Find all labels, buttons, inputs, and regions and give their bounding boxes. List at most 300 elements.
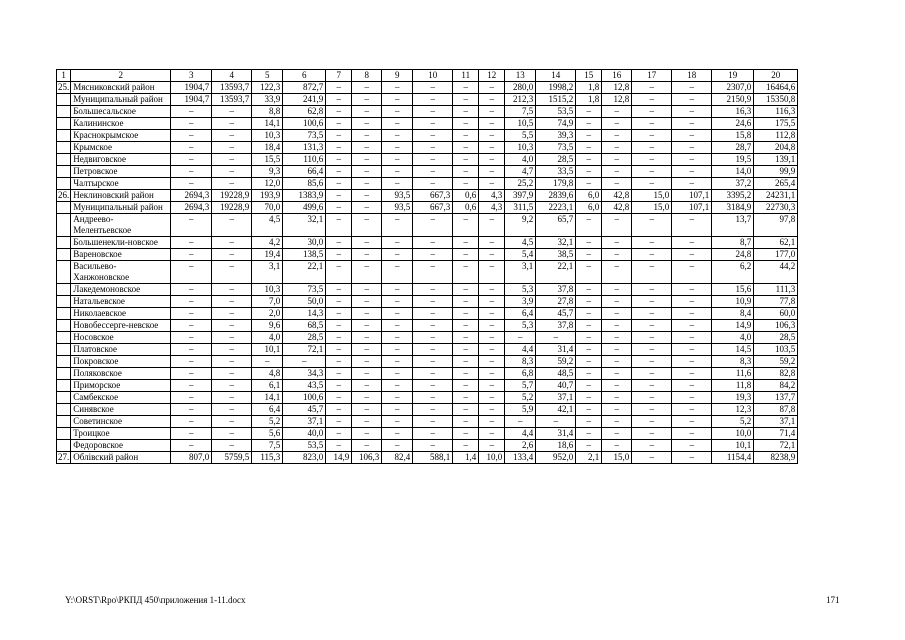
value-cell: –	[453, 392, 479, 404]
value-cell: –	[352, 142, 382, 154]
value-cell: –	[536, 332, 576, 344]
value-cell: –	[352, 106, 382, 118]
column-number-header: 6	[283, 70, 326, 82]
value-cell: 15,8	[712, 130, 754, 142]
value-cell: 84,2	[754, 380, 798, 392]
value-cell: 16,3	[712, 106, 754, 118]
value-cell: –	[602, 118, 632, 130]
territory-name-cell: Федоровское	[71, 440, 171, 452]
value-cell: –	[413, 94, 453, 106]
value-cell: –	[479, 82, 505, 94]
value-cell: 72,1	[283, 344, 326, 356]
value-cell: –	[212, 296, 252, 308]
value-cell: –	[326, 392, 352, 404]
value-cell: –	[326, 166, 352, 178]
value-cell: 5,2	[712, 416, 754, 428]
value-cell: –	[479, 416, 505, 428]
table-row	[57, 452, 798, 464]
column-number-header: 13	[505, 70, 536, 82]
value-cell: 4,7	[505, 166, 536, 178]
value-cell: 15350,8	[754, 94, 798, 106]
column-number-header: 16	[602, 70, 632, 82]
value-cell: –	[576, 320, 602, 332]
value-cell: 4,0	[712, 332, 754, 344]
value-cell: –	[672, 284, 712, 296]
value-cell: 39,3	[536, 130, 576, 142]
value-cell: 22730,3	[754, 202, 798, 214]
value-cell: 5,7	[505, 380, 536, 392]
value-cell: –	[576, 118, 602, 130]
value-cell: 40,7	[536, 380, 576, 392]
value-cell: –	[576, 380, 602, 392]
value-cell: –	[326, 261, 352, 284]
value-cell: 116,3	[754, 106, 798, 118]
value-cell: –	[382, 440, 413, 452]
table-row	[57, 190, 798, 202]
value-cell: –	[602, 308, 632, 320]
value-cell: 14,9	[712, 320, 754, 332]
value-cell: –	[479, 392, 505, 404]
value-cell: –	[672, 392, 712, 404]
value-cell: 15,0	[632, 190, 672, 202]
value-cell: –	[602, 154, 632, 166]
value-cell: 9,3	[252, 166, 283, 178]
value-cell: –	[212, 106, 252, 118]
value-cell: –	[171, 118, 212, 130]
value-cell: 1904,7	[171, 94, 212, 106]
value-cell: –	[576, 166, 602, 178]
value-cell: 59,2	[754, 356, 798, 368]
row-number-cell	[57, 404, 71, 416]
value-cell: 204,8	[754, 142, 798, 154]
row-number-cell	[57, 416, 71, 428]
value-cell: –	[672, 237, 712, 249]
value-cell: –	[576, 344, 602, 356]
value-cell: 37,1	[536, 392, 576, 404]
value-cell: 193,9	[252, 190, 283, 202]
value-cell: 42,8	[602, 190, 632, 202]
value-cell: –	[672, 452, 712, 464]
value-cell: –	[505, 416, 536, 428]
value-cell: 24231,1	[754, 190, 798, 202]
value-cell: 807,0	[171, 452, 212, 464]
value-cell: 4,3	[479, 190, 505, 202]
territory-name-cell: Советинское	[71, 416, 171, 428]
value-cell: –	[326, 214, 352, 237]
table-row	[57, 308, 798, 320]
value-cell: –	[171, 356, 212, 368]
value-cell: 667,3	[413, 202, 453, 214]
value-cell: –	[453, 82, 479, 94]
value-cell: –	[326, 154, 352, 166]
value-cell: –	[602, 249, 632, 261]
value-cell: –	[413, 332, 453, 344]
value-cell: 4,4	[505, 428, 536, 440]
header-row	[57, 70, 798, 82]
value-cell: 133,4	[505, 452, 536, 464]
value-cell: 15,0	[602, 452, 632, 464]
value-cell: –	[672, 142, 712, 154]
value-cell: –	[352, 82, 382, 94]
value-cell: –	[413, 178, 453, 190]
value-cell: –	[352, 130, 382, 142]
value-cell: –	[602, 416, 632, 428]
value-cell: –	[479, 118, 505, 130]
footer-file-path: Y:\ORST\Rpo\РКПД 450\приложения 1-11.docx	[65, 595, 246, 605]
value-cell: 19,3	[712, 392, 754, 404]
value-cell: –	[632, 356, 672, 368]
value-cell: –	[453, 320, 479, 332]
value-cell: –	[171, 428, 212, 440]
value-cell: –	[672, 154, 712, 166]
value-cell: 1383,9	[283, 190, 326, 202]
value-cell: 73,5	[283, 130, 326, 142]
value-cell: –	[352, 284, 382, 296]
value-cell: 13593,7	[212, 94, 252, 106]
value-cell: –	[382, 249, 413, 261]
value-cell: –	[212, 308, 252, 320]
value-cell: –	[632, 452, 672, 464]
value-cell: –	[171, 214, 212, 237]
value-cell: 106,3	[754, 320, 798, 332]
row-number-cell: 25.	[58, 82, 70, 92]
value-cell: –	[672, 368, 712, 380]
value-cell: 2307,0	[712, 82, 754, 94]
territory-name-cell: Поляковское	[71, 368, 171, 380]
value-cell: –	[171, 380, 212, 392]
value-cell: –	[453, 416, 479, 428]
value-cell: –	[632, 106, 672, 118]
value-cell: –	[413, 320, 453, 332]
value-cell: 31,4	[536, 428, 576, 440]
column-number-header: 18	[672, 70, 712, 82]
value-cell: –	[576, 142, 602, 154]
value-cell: –	[326, 368, 352, 380]
territory-name-cell: Неклиновский район	[71, 190, 171, 202]
value-cell: –	[212, 166, 252, 178]
value-cell: –	[352, 118, 382, 130]
table-row	[57, 404, 798, 416]
value-cell: 70,0	[252, 202, 283, 214]
value-cell: 14,9	[326, 452, 352, 464]
value-cell: –	[602, 440, 632, 452]
value-cell: –	[453, 344, 479, 356]
value-cell: 82,4	[382, 452, 413, 464]
table-row	[57, 284, 798, 296]
value-cell: 107,1	[672, 190, 712, 202]
value-cell: –	[212, 214, 252, 237]
value-cell: –	[632, 82, 672, 94]
value-cell: 3,1	[505, 261, 536, 284]
table-row	[57, 344, 798, 356]
row-number-cell	[57, 118, 71, 130]
value-cell: 111,3	[754, 284, 798, 296]
value-cell: –	[576, 392, 602, 404]
value-cell: –	[632, 440, 672, 452]
value-cell: –	[212, 356, 252, 368]
value-cell: –	[212, 261, 252, 284]
value-cell: 37,2	[712, 178, 754, 190]
column-number-header: 9	[382, 70, 413, 82]
value-cell: 106,3	[352, 452, 382, 464]
column-number-header: 20	[754, 70, 798, 82]
table-row	[57, 142, 798, 154]
row-number-cell	[57, 202, 71, 214]
value-cell: 97,8	[754, 214, 798, 237]
value-cell: 71,4	[754, 428, 798, 440]
territory-name-cell: Андреево-Мелентьевское	[71, 214, 171, 237]
value-cell: 3184,9	[712, 202, 754, 214]
value-cell: –	[632, 166, 672, 178]
value-cell: –	[171, 130, 212, 142]
value-cell: –	[212, 368, 252, 380]
value-cell: –	[382, 368, 413, 380]
value-cell: 10,3	[252, 284, 283, 296]
value-cell: –	[382, 214, 413, 237]
value-cell: 45,7	[283, 404, 326, 416]
value-cell: –	[479, 284, 505, 296]
row-number-cell	[57, 440, 71, 452]
value-cell: –	[632, 178, 672, 190]
value-cell: –	[382, 308, 413, 320]
value-cell: –	[413, 356, 453, 368]
value-cell: 667,3	[413, 190, 453, 202]
value-cell: 25,2	[505, 178, 536, 190]
value-cell: –	[576, 356, 602, 368]
value-cell: –	[576, 308, 602, 320]
territory-name-cell: Большенекли-новское	[71, 237, 171, 249]
value-cell: –	[672, 261, 712, 284]
value-cell: –	[602, 332, 632, 344]
value-cell: –	[413, 82, 453, 94]
table-row	[57, 440, 798, 452]
value-cell: –	[171, 142, 212, 154]
value-cell: –	[326, 320, 352, 332]
value-cell: –	[171, 344, 212, 356]
value-cell: –	[212, 142, 252, 154]
value-cell: –	[382, 154, 413, 166]
value-cell: –	[382, 261, 413, 284]
value-cell: –	[413, 237, 453, 249]
value-cell: 53,5	[536, 106, 576, 118]
value-cell: –	[576, 154, 602, 166]
column-number-header: 12	[479, 70, 505, 82]
column-number-header: 2	[71, 70, 171, 82]
value-cell: –	[453, 404, 479, 416]
value-cell: –	[382, 130, 413, 142]
value-cell: –	[352, 440, 382, 452]
value-cell: –	[602, 284, 632, 296]
value-cell: –	[212, 380, 252, 392]
value-cell: –	[171, 284, 212, 296]
value-cell: –	[326, 344, 352, 356]
value-cell: –	[602, 392, 632, 404]
value-cell: 3,1	[252, 261, 283, 284]
value-cell: –	[453, 308, 479, 320]
value-cell: –	[632, 416, 672, 428]
value-cell: 112,8	[754, 130, 798, 142]
value-cell: –	[632, 320, 672, 332]
table-row	[57, 154, 798, 166]
value-cell: –	[326, 202, 352, 214]
value-cell: 33,5	[536, 166, 576, 178]
value-cell: –	[382, 320, 413, 332]
table-row	[57, 82, 798, 94]
territory-name-cell: Покровское	[71, 356, 171, 368]
value-cell: –	[413, 214, 453, 237]
value-cell: 397,9	[505, 190, 536, 202]
value-cell: –	[632, 214, 672, 237]
value-cell: –	[413, 106, 453, 118]
value-cell: –	[326, 118, 352, 130]
table-row	[57, 237, 798, 249]
value-cell: 311,5	[505, 202, 536, 214]
value-cell: –	[672, 296, 712, 308]
value-cell: –	[382, 404, 413, 416]
value-cell: 7,5	[252, 440, 283, 452]
table-row	[57, 392, 798, 404]
value-cell: –	[479, 214, 505, 237]
value-cell: 9,6	[252, 320, 283, 332]
value-cell: 19,4	[252, 249, 283, 261]
value-cell: –	[576, 261, 602, 284]
value-cell: –	[171, 440, 212, 452]
value-cell: –	[479, 178, 505, 190]
value-cell: –	[413, 368, 453, 380]
value-cell: –	[171, 392, 212, 404]
territory-name-cell: Облівский район	[71, 452, 171, 464]
value-cell: –	[352, 202, 382, 214]
value-cell: –	[453, 237, 479, 249]
row-number-cell	[57, 380, 71, 392]
territory-name-cell: Петровское	[71, 166, 171, 178]
value-cell: –	[212, 320, 252, 332]
value-cell: –	[479, 94, 505, 106]
territory-name-cell: Мясниковский район	[71, 82, 171, 94]
value-cell: 100,6	[283, 392, 326, 404]
value-cell: –	[326, 82, 352, 94]
value-cell: –	[632, 332, 672, 344]
value-cell: –	[326, 308, 352, 320]
value-cell: –	[413, 392, 453, 404]
value-cell: 30,0	[283, 237, 326, 249]
value-cell: –	[672, 214, 712, 237]
value-cell: –	[352, 296, 382, 308]
value-cell: –	[171, 296, 212, 308]
value-cell: –	[453, 356, 479, 368]
value-cell: –	[283, 356, 326, 368]
value-cell: –	[576, 178, 602, 190]
value-cell: 1515,2	[536, 94, 576, 106]
value-cell: 588,1	[413, 452, 453, 464]
column-number-header: 5	[252, 70, 283, 82]
value-cell: –	[602, 166, 632, 178]
value-cell: –	[602, 368, 632, 380]
value-cell: –	[352, 154, 382, 166]
value-cell: –	[453, 166, 479, 178]
value-cell: –	[479, 308, 505, 320]
value-cell: –	[352, 237, 382, 249]
value-cell: 24,6	[712, 118, 754, 130]
value-cell: 24,8	[712, 249, 754, 261]
row-number-cell	[57, 154, 71, 166]
value-cell: –	[672, 94, 712, 106]
value-cell: –	[326, 332, 352, 344]
value-cell: –	[632, 94, 672, 106]
value-cell: 10,5	[505, 118, 536, 130]
value-cell: –	[413, 130, 453, 142]
value-cell: –	[576, 296, 602, 308]
value-cell: 107,1	[672, 202, 712, 214]
value-cell: 15,0	[632, 202, 672, 214]
value-cell: 177,0	[754, 249, 798, 261]
value-cell: –	[413, 416, 453, 428]
value-cell: –	[576, 416, 602, 428]
value-cell: 5,5	[505, 130, 536, 142]
value-cell: –	[479, 154, 505, 166]
value-cell: –	[382, 332, 413, 344]
value-cell: –	[602, 356, 632, 368]
value-cell: 5,4	[505, 249, 536, 261]
value-cell: –	[326, 404, 352, 416]
value-cell: –	[672, 332, 712, 344]
value-cell: –	[453, 130, 479, 142]
value-cell: –	[413, 428, 453, 440]
value-cell: –	[576, 440, 602, 452]
value-cell: –	[326, 178, 352, 190]
value-cell: 38,5	[536, 249, 576, 261]
value-cell: –	[536, 416, 576, 428]
value-cell: 6,2	[712, 261, 754, 284]
value-cell: –	[326, 296, 352, 308]
value-cell: –	[326, 440, 352, 452]
value-cell: 44,2	[754, 261, 798, 284]
value-cell: 27,8	[536, 296, 576, 308]
value-cell: 12,8	[602, 94, 632, 106]
value-cell: –	[382, 237, 413, 249]
value-cell: –	[382, 380, 413, 392]
value-cell: –	[672, 320, 712, 332]
column-number-header: 14	[536, 70, 576, 82]
value-cell: –	[171, 237, 212, 249]
value-cell: 10,1	[252, 344, 283, 356]
territory-name-cell: Самбекское	[71, 392, 171, 404]
value-cell: –	[576, 130, 602, 142]
value-cell: –	[413, 166, 453, 178]
value-cell: 32,1	[283, 214, 326, 237]
value-cell: –	[171, 154, 212, 166]
row-number-cell	[57, 166, 71, 178]
value-cell: –	[632, 308, 672, 320]
value-cell: –	[413, 344, 453, 356]
value-cell: 2839,6	[536, 190, 576, 202]
value-cell: 6,0	[576, 190, 602, 202]
value-cell: 5,6	[252, 428, 283, 440]
value-cell: –	[352, 392, 382, 404]
value-cell: –	[576, 106, 602, 118]
value-cell: 43,5	[283, 380, 326, 392]
value-cell: –	[453, 178, 479, 190]
value-cell: 122,3	[252, 82, 283, 94]
territory-name-cell: Лакедемоновское	[71, 284, 171, 296]
value-cell: –	[479, 404, 505, 416]
value-cell: –	[326, 428, 352, 440]
territory-name-cell: Вареновское	[71, 249, 171, 261]
column-number-header: 17	[632, 70, 672, 82]
value-cell: –	[479, 237, 505, 249]
value-cell: –	[576, 332, 602, 344]
value-cell: 28,5	[536, 154, 576, 166]
